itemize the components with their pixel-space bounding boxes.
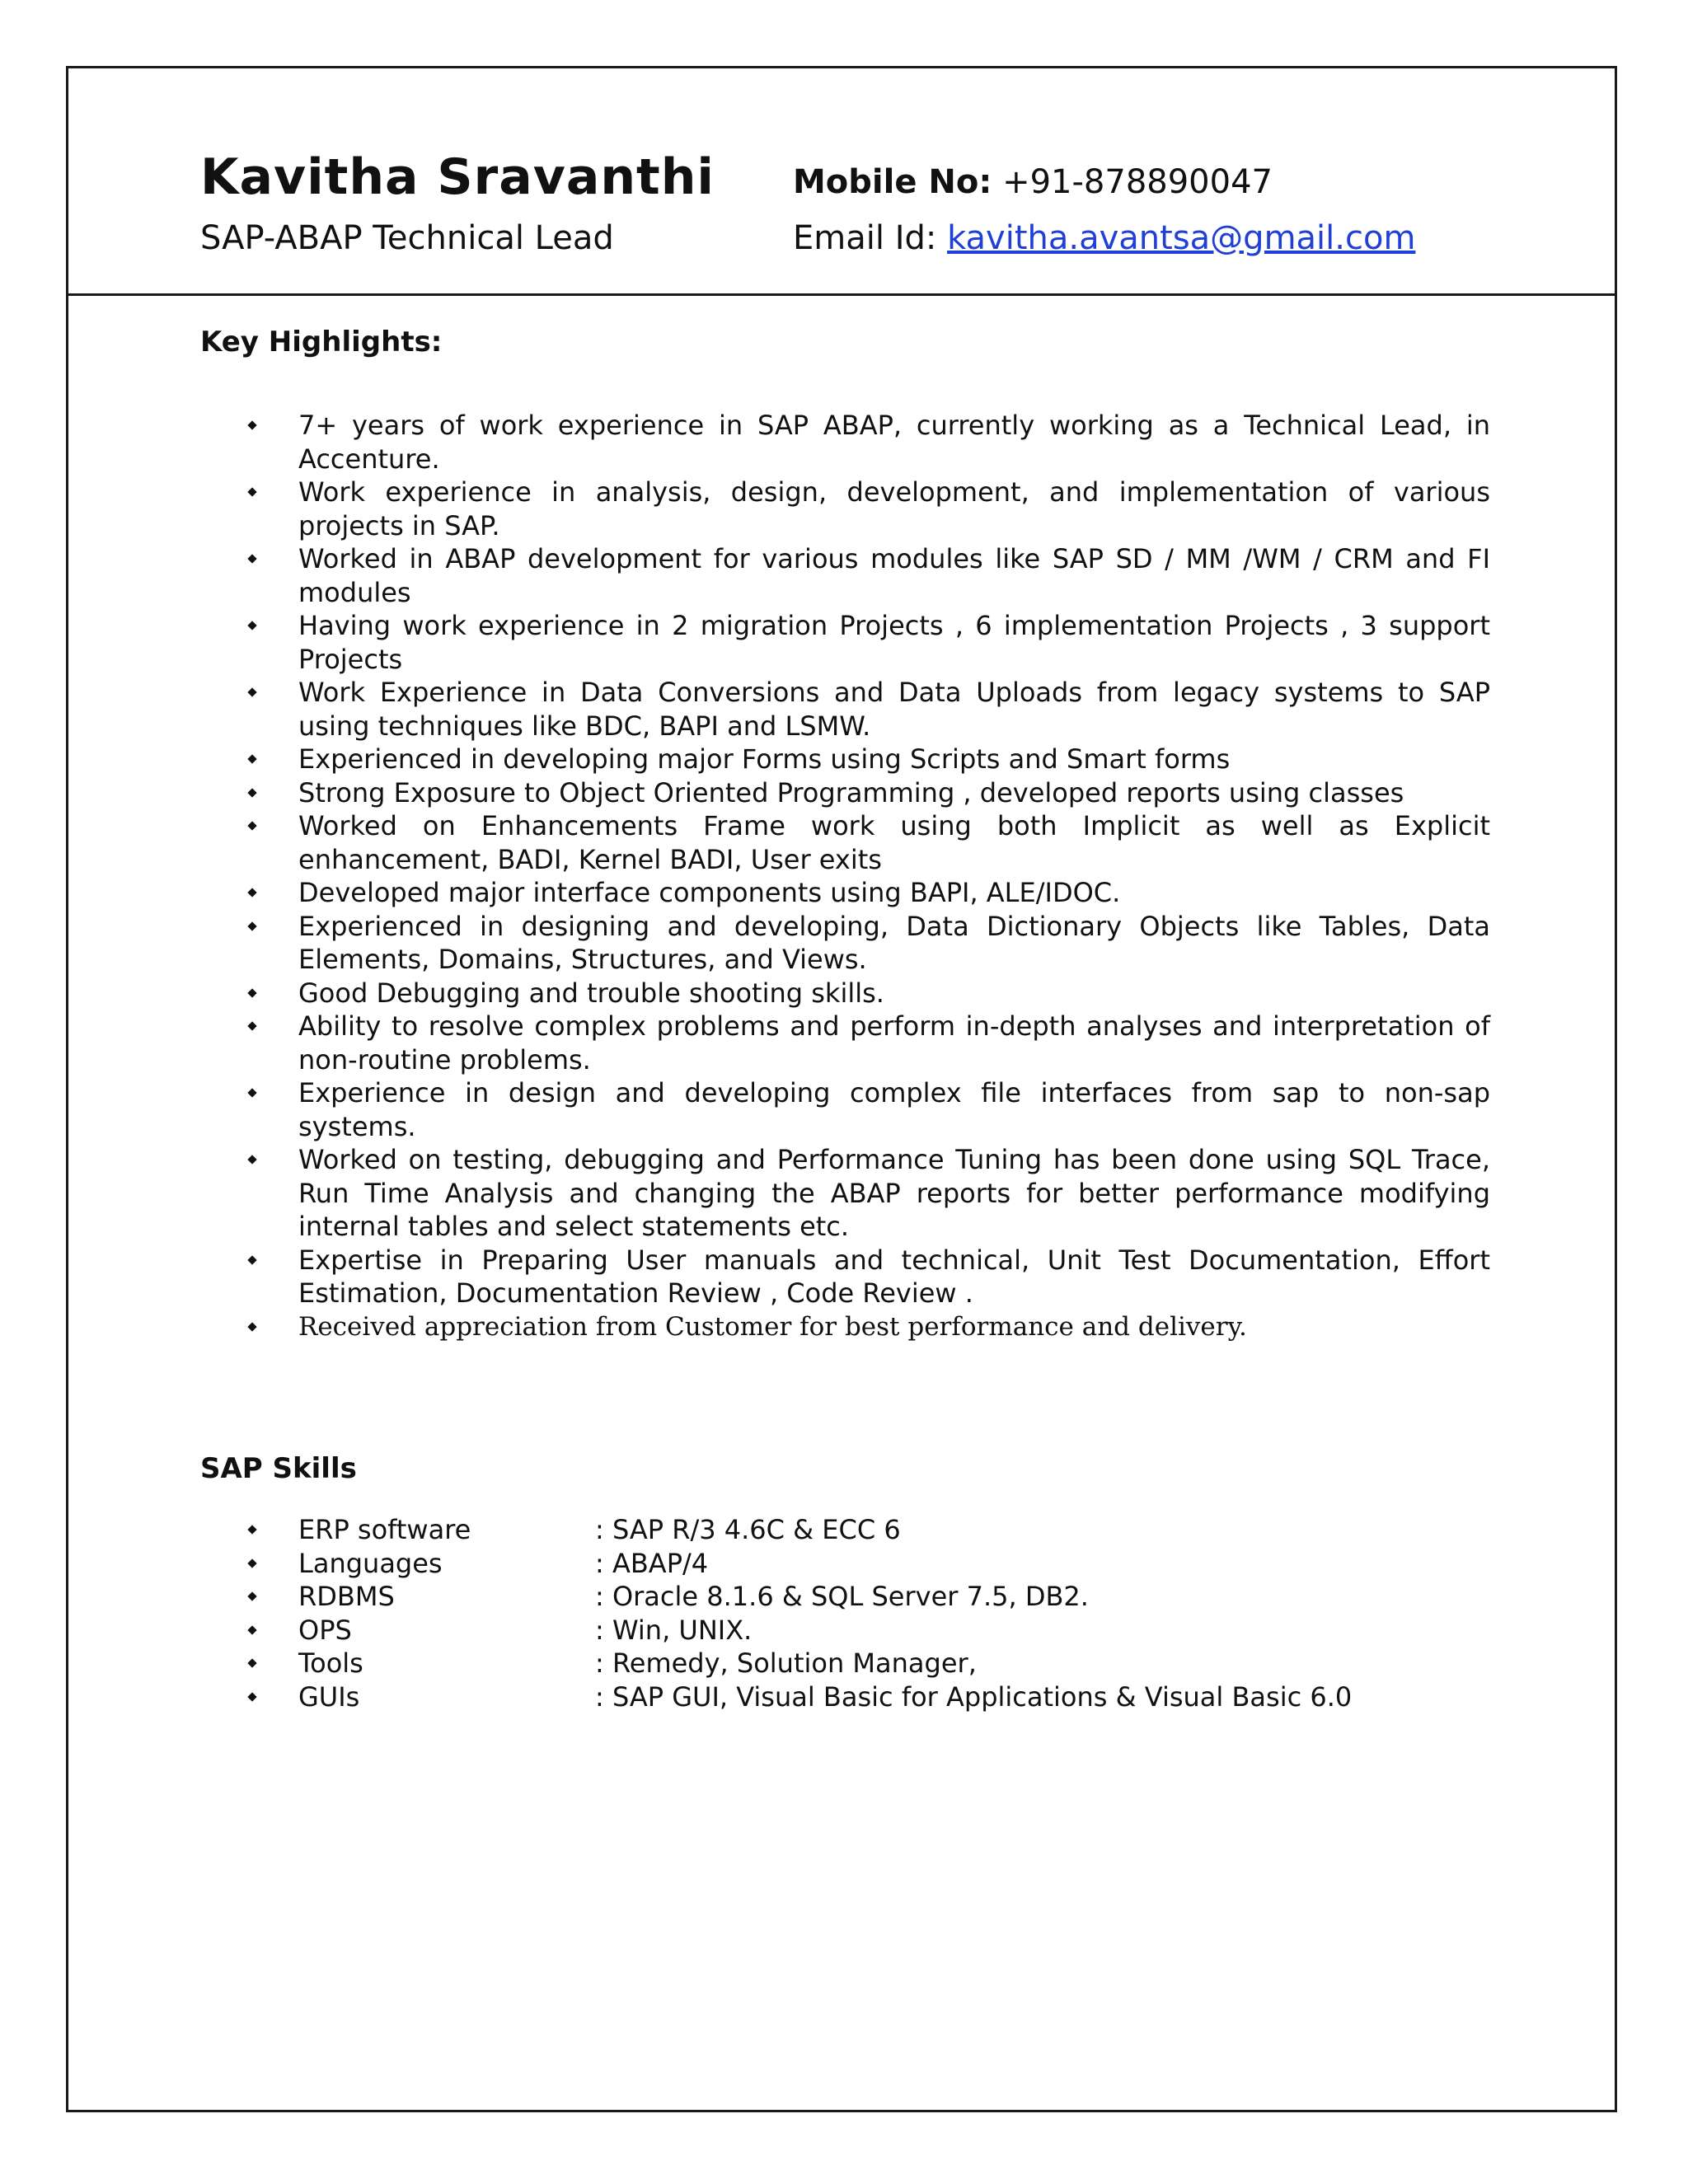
skill-value: : ABAP/4 — [595, 1547, 709, 1579]
list-item: Developed major interface components using BAPI, ALE/IDOC. — [247, 876, 1490, 910]
list-item: Experienced in designing and developing, Data Dictionary Objects like Tables, Data Elements, Domains, Structures, and Views. — [247, 910, 1490, 977]
skill-name: Languages — [298, 1547, 443, 1579]
email-link[interactable]: kavitha.avantsa@gmail.com — [947, 219, 1416, 257]
list-item: Worked on testing, debugging and Performance Tuning has been done using SQL Trace, Run Time Analysis and changing the ABAP reports for better performance modifying internal tables and select statements etc. — [247, 1143, 1490, 1244]
skill-name: ERP software — [298, 1514, 471, 1545]
list-item: 7+ years of work experience in SAP ABAP, currently working as a Technical Lead, in Accenture. — [247, 409, 1490, 476]
skill-name: GUIs — [298, 1680, 360, 1713]
bullet-icon — [247, 788, 256, 797]
bullet-icon — [247, 1525, 256, 1534]
mobile-label: Mobile No: — [793, 163, 992, 201]
bullet-icon — [247, 1322, 256, 1331]
mobile-value: +91-878890047 — [1002, 163, 1273, 201]
candidate-role: SAP-ABAP Technical Lead — [200, 219, 614, 257]
bullet-icon — [247, 1658, 256, 1667]
contact-mobile — [793, 163, 1273, 201]
skill-value: : SAP GUI, Visual Basic for Applications & Visual Basic 6.0 — [595, 1680, 1353, 1713]
candidate-name: Kavitha Sravanthi — [200, 148, 715, 206]
skill-row — [247, 1680, 1490, 1714]
skill-row — [247, 1647, 1490, 1680]
bullet-icon — [247, 1088, 256, 1097]
bullet-icon — [247, 988, 256, 997]
email-label: Email Id: — [793, 219, 937, 257]
contact-email — [793, 219, 1415, 257]
list-item: Experience in design and developing complex file interfaces from sap to non-sap systems. — [247, 1076, 1490, 1143]
list-item: Received appreciation from Customer for best performance and delivery. — [247, 1310, 1490, 1344]
bullet-icon — [247, 888, 256, 897]
list-item: Worked on Enhancements Frame work using both Implicit as well as Explicit enhancement, BADI, Kernel BADI, User exits — [247, 809, 1490, 876]
highlights-list — [247, 409, 1490, 1343]
skill-row — [247, 1580, 1490, 1614]
header-divider — [66, 293, 1617, 296]
skill-row — [247, 1513, 1490, 1547]
skill-value: : SAP R/3 4.6C & ECC 6 — [595, 1514, 901, 1545]
skill-row — [247, 1614, 1490, 1647]
list-item: Having work experience in 2 migration Projects , 6 implementation Projects , 3 support Projects — [247, 609, 1490, 676]
skill-name: RDBMS — [298, 1581, 395, 1612]
bullet-icon — [247, 1591, 256, 1601]
bullet-icon — [247, 1625, 256, 1634]
bullet-icon — [247, 921, 256, 930]
bullet-icon — [247, 420, 256, 429]
bullet-icon — [247, 487, 256, 496]
skill-value: : Win, UNIX. — [595, 1614, 753, 1646]
list-item: Work experience in analysis, design, development, and implementation of various projects in SAP. — [247, 476, 1490, 542]
skills-list — [247, 1513, 1490, 1713]
list-item: Work Experience in Data Conversions and Data Uploads from legacy systems to SAP using techniques like BDC, BAPI and LSMW. — [247, 676, 1490, 743]
list-item: Strong Exposure to Object Oriented Programming , developed reports using classes — [247, 776, 1490, 810]
bullet-icon — [247, 621, 256, 630]
list-item: Ability to resolve complex problems and perform in-depth analyses and interpretation of non-routine problems. — [247, 1010, 1490, 1076]
skill-value: : Oracle 8.1.6 & SQL Server 7.5, DB2. — [595, 1581, 1089, 1612]
list-item: Good Debugging and trouble shooting skills. — [247, 977, 1490, 1010]
bullet-icon — [247, 1021, 256, 1030]
key-highlights-heading: Key Highlights: — [200, 326, 443, 359]
skill-row — [247, 1547, 1490, 1581]
skill-value: : Remedy, Solution Manager, — [595, 1647, 977, 1679]
sap-skills-heading: SAP Skills — [200, 1452, 357, 1485]
bullet-icon — [247, 687, 256, 696]
bullet-icon — [247, 1692, 256, 1701]
list-item: Worked in ABAP development for various modules like SAP SD / MM /WM / CRM and FI modules — [247, 542, 1490, 609]
skill-name: OPS — [298, 1614, 352, 1646]
bullet-icon — [247, 1155, 256, 1164]
bullet-icon — [247, 1255, 256, 1264]
bullet-icon — [247, 821, 256, 830]
list-item: Expertise in Preparing User manuals and technical, Unit Test Documentation, Effort Estimation, Documentation Review , Code Review . — [247, 1244, 1490, 1310]
bullet-icon — [247, 1558, 256, 1568]
list-item: Experienced in developing major Forms using Scripts and Smart forms — [247, 743, 1490, 776]
skill-name: Tools — [298, 1647, 363, 1679]
bullet-icon — [247, 554, 256, 563]
bullet-icon — [247, 754, 256, 763]
